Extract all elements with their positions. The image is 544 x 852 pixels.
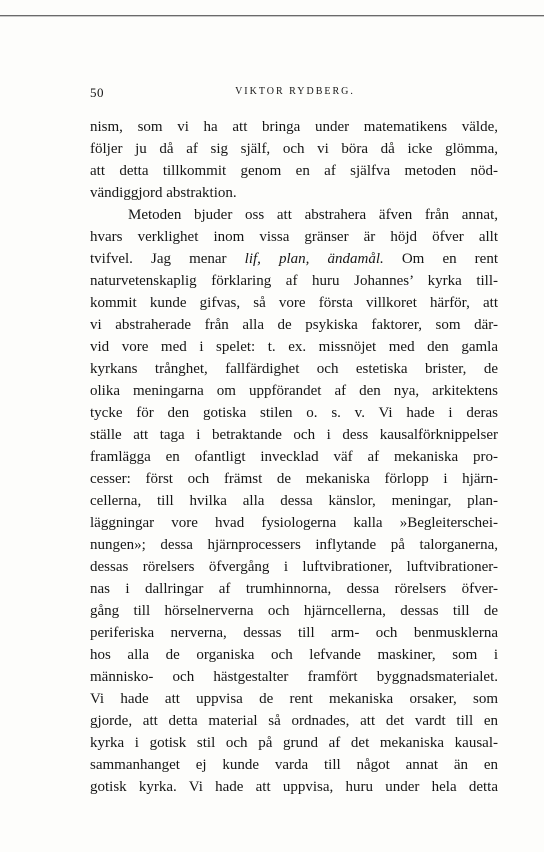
running-head — [90, 85, 500, 101]
text-line: tvifvel. Jag menar lif, plan, ändamål. Om en rent — [90, 251, 498, 267]
text-line: framlägga en ofantligt invecklad väf af mekaniska pro- — [90, 449, 498, 465]
text-line: vi abstraherade från alla de psykiska faktorer, som där- — [90, 317, 498, 333]
text-line: kyrkans trånghet, fallfärdighet och estetiska brister, de — [90, 361, 498, 377]
text-line: cellerna, till hvilka alla dessa känslor, meningar, plan- — [90, 493, 498, 509]
text-line: cesser: först och främst de mekaniska förlopp i hjärn- — [90, 471, 498, 487]
text-line: kommit kunde gifvas, så vore första villkoret härför, att — [90, 295, 498, 311]
text-line: kyrka i gotisk stil och på grund af det mekaniska kausal- — [90, 735, 498, 751]
text-line: gång till hörselnerverna och hjärncellerna, dessas till de — [90, 603, 498, 619]
text-line: dessas rörelsers öfvergång i luftvibrationer, luftvibrationer- — [90, 559, 498, 575]
text-line: följer ju då af sig själf, och vi böra då icke glömma, — [90, 141, 498, 157]
paragraph-start-line: Metoden bjuder oss att abstrahera äfven från annat, — [128, 207, 498, 223]
text-line: människo- och hästgestalter framfört byggnadsmaterialet. — [90, 669, 498, 685]
text-line: Vi hade att uppvisa de rent mekaniska orsaker, som — [90, 691, 498, 707]
text-line: periferiska nerverna, dessas till arm- och benmusklerna — [90, 625, 498, 641]
text-line: gjorde, att detta material så ordnades, att det vardt till en — [90, 713, 498, 729]
emphasized-phrase: lif, plan, ändamål. — [244, 251, 384, 267]
text-line: naturvetenskaplig förklaring af huru Johannes’ kyrka till- — [90, 273, 498, 289]
text-line: vid vore med i spelet: t. ex. missnöjet med den gamla — [90, 339, 498, 355]
text-line: gotisk kyrka. Vi hade att uppvisa, huru under hela detta — [90, 779, 498, 795]
text-line: vändiggjord abstraktion. — [90, 185, 237, 201]
body-text — [90, 116, 498, 798]
running-title: VIKTOR RYDBERG. — [235, 86, 355, 97]
text-line: att detta tillkommit genom en af själfva metoden nöd- — [90, 163, 498, 179]
page-number: 50 — [90, 85, 104, 100]
text-line: ställe att taga i betraktande och i dess kausalförknippelser — [90, 427, 498, 443]
top-border-shadow — [0, 16, 544, 17]
text-line: hos alla de organiska och lefvande maskiner, som i — [90, 647, 498, 663]
text-line: hvars verklighet inom vissa gränser är höjd öfver allt — [90, 229, 498, 245]
text-line: sammanhanget ej kunde varda till något annat än en — [90, 757, 498, 773]
text-line: nism, som vi ha att bringa under matematikens välde, — [90, 119, 498, 135]
text-line: tycke för den gotiska stilen o. s. v. Vi hade i deras — [90, 405, 498, 421]
text-line: nas i dallringar af trumhinnorna, dessa rörelsers öfver- — [90, 581, 498, 597]
text-line: läggningar vore hvad fysiologerna kalla »Begleiterschei- — [90, 515, 498, 531]
text-line: nungen»; dessa hjärnprocessers inflytande på talorganerna, — [90, 537, 498, 553]
text-line: olika meningarna om uppförandet af den nya, arkitektens — [90, 383, 498, 399]
